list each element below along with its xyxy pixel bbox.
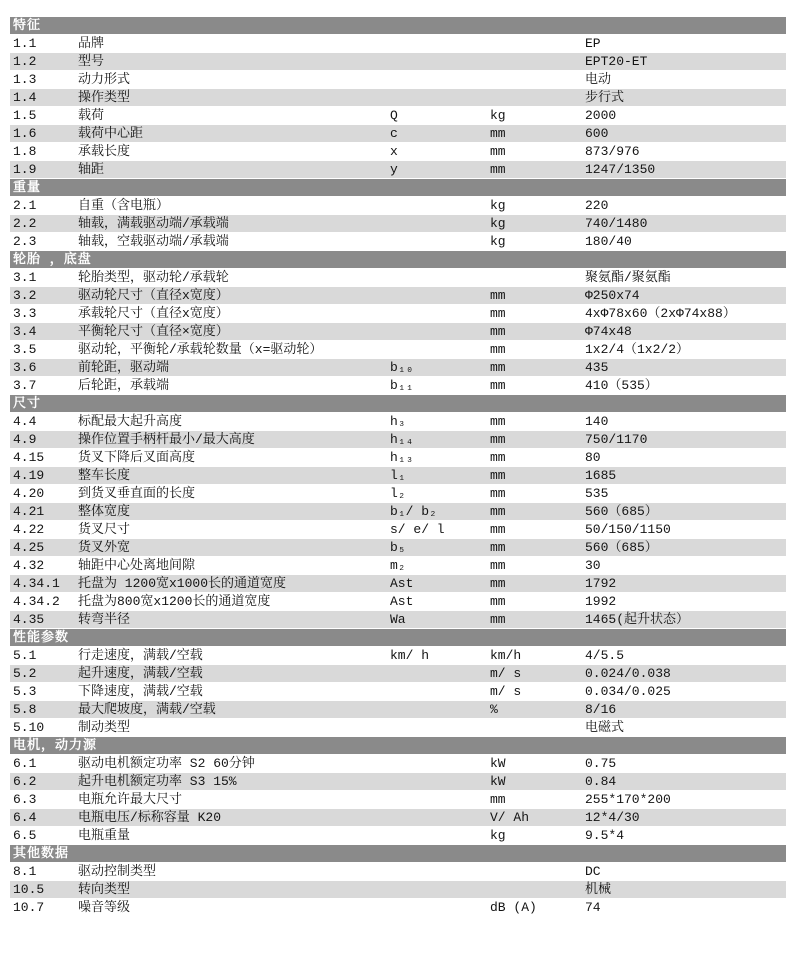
spec-label: 起升速度，满载/空载 (78, 666, 203, 681)
spec-symbol (390, 305, 490, 323)
spec-unit: mm (490, 558, 506, 573)
spec-symbol (390, 809, 490, 826)
row-number: 2.3 (13, 234, 37, 249)
row-number: 3.5 (13, 342, 37, 357)
spec-value: 255*170*200 (585, 792, 671, 807)
table-row (10, 89, 786, 107)
spec-unit (490, 881, 585, 898)
spec-value: 0.84 (585, 774, 617, 789)
spec-value: 50/150/1150 (585, 522, 671, 537)
spec-value: 1992 (585, 594, 617, 609)
spec-symbol (390, 827, 490, 845)
spec-symbol (390, 197, 490, 215)
spec-value: 74 (585, 900, 601, 915)
spec-value: 560（685） (585, 540, 658, 555)
spec-unit: mm (490, 468, 506, 483)
spec-symbol (390, 323, 490, 340)
row-number: 4.25 (13, 540, 45, 555)
spec-symbol (390, 683, 490, 701)
spec-symbol (390, 773, 490, 790)
section-header: 性能参数 (10, 629, 786, 647)
spec-value: 0.75 (585, 756, 617, 771)
spec-symbol (390, 899, 490, 917)
table-row (10, 683, 786, 701)
spec-value: 750/1170 (585, 432, 648, 447)
spec-value: 0.024/0.038 (585, 666, 671, 681)
row-number: 5.1 (13, 648, 37, 663)
spec-value: 410（535） (585, 378, 658, 393)
row-number: 6.3 (13, 792, 37, 807)
row-number: 4.20 (13, 486, 45, 501)
spec-label: 轮胎类型，驱动轮/承载轮 (78, 270, 229, 285)
spec-label: 载荷中心距 (78, 126, 144, 141)
row-number: 4.35 (13, 612, 45, 627)
row-number: 1.8 (13, 144, 37, 159)
spec-symbol (390, 53, 490, 70)
spec-unit: mm (490, 450, 506, 465)
spec-label: 驱动电机额定功率 S2 60分钟 (78, 756, 255, 771)
spec-label: 动力形式 (78, 72, 131, 87)
spec-symbol (390, 719, 490, 737)
table-row (10, 359, 786, 377)
spec-value: 2000 (585, 108, 617, 123)
spec-symbol: Ast (390, 594, 414, 609)
table-row (10, 467, 786, 485)
spec-label: 品牌 (78, 36, 105, 51)
table-row (10, 125, 786, 143)
row-number: 1.6 (13, 126, 37, 141)
row-number: 4.4 (13, 414, 37, 429)
table-row (10, 485, 786, 503)
spec-value: 0.034/0.025 (585, 684, 671, 699)
table-row (10, 881, 786, 899)
spec-value: 电磁式 (585, 720, 625, 735)
spec-symbol: km/ h (390, 648, 430, 663)
spec-unit: mm (490, 486, 506, 501)
spec-label: 驱动轮尺寸（直径x宽度） (78, 288, 229, 303)
table-row (10, 701, 786, 719)
spec-symbol: y (390, 162, 398, 177)
spec-unit (490, 35, 585, 53)
table-row (10, 539, 786, 557)
spec-value: 30 (585, 558, 601, 573)
row-number: 1.9 (13, 162, 37, 177)
table-row (10, 341, 786, 359)
spec-label: 轴载，空载驱动端/承载端 (78, 234, 229, 249)
row-number: 6.5 (13, 828, 37, 843)
spec-symbol: Wa (390, 612, 406, 627)
spec-symbol (390, 881, 490, 898)
spec-symbol: h₃ (390, 414, 406, 429)
table-row (10, 323, 786, 341)
spec-unit: mm (490, 504, 506, 519)
spec-label: 行走速度，满载/空载 (78, 648, 203, 663)
row-number: 5.3 (13, 684, 37, 699)
spec-value: 600 (585, 126, 609, 141)
row-number: 1.5 (13, 108, 37, 123)
row-number: 3.6 (13, 360, 37, 375)
spec-label: 轴距 (78, 162, 105, 177)
spec-value: 9.5*4 (585, 828, 625, 843)
spec-table (10, 17, 786, 917)
table-row (10, 575, 786, 593)
spec-value: 12*4/30 (585, 810, 640, 825)
spec-unit: V/ Ah (490, 810, 530, 825)
spec-value: 电动 (585, 72, 612, 87)
row-number: 5.8 (13, 702, 37, 717)
spec-value: 740/1480 (585, 216, 648, 231)
spec-unit: mm (490, 576, 506, 591)
spec-label: 前轮距，驱动端 (78, 360, 170, 375)
spec-label: 转弯半径 (78, 612, 131, 627)
spec-label: 驱动控制类型 (78, 864, 157, 879)
row-number: 3.3 (13, 306, 37, 321)
spec-value: 1x2/4（1x2/2） (585, 342, 690, 357)
spec-value: 140 (585, 414, 609, 429)
spec-value: 1247/1350 (585, 162, 656, 177)
spec-value: 1685 (585, 468, 617, 483)
spec-symbol: l₁ (390, 468, 406, 483)
spec-label: 托盘为 1200宽x1000长的通道宽度 (78, 576, 287, 591)
row-number: 3.4 (13, 324, 37, 339)
spec-unit: mm (490, 288, 506, 303)
spec-value: DC (585, 864, 601, 879)
spec-label: 平衡轮尺寸（直径×宽度） (78, 324, 229, 339)
spec-value: 4xΦ78x60（2xΦ74x88） (585, 306, 736, 321)
row-number: 1.1 (13, 36, 37, 51)
spec-label: 托盘为800宽x1200长的通道宽度 (78, 594, 271, 609)
spec-unit: km/h (490, 648, 522, 663)
spec-symbol: b₁₀ (390, 360, 414, 375)
spec-label: 噪音等级 (78, 900, 131, 915)
row-number: 5.10 (13, 720, 45, 735)
spec-label: 载荷 (78, 108, 105, 123)
spec-label: 货叉外宽 (78, 540, 131, 555)
spec-symbol: m₂ (390, 558, 406, 573)
spec-symbol (390, 89, 490, 106)
section-header: 其他数据 (10, 845, 786, 863)
table-row (10, 593, 786, 611)
spec-label: 承载轮尺寸（直径x宽度） (78, 306, 229, 321)
table-row (10, 161, 786, 179)
row-number: 1.4 (13, 90, 37, 105)
spec-symbol: b₁/ b₂ (390, 504, 437, 519)
row-number: 2.2 (13, 216, 37, 231)
table-row (10, 557, 786, 575)
spec-unit: mm (490, 342, 506, 357)
spec-unit: mm (490, 306, 506, 321)
spec-symbol (390, 71, 490, 89)
table-row (10, 71, 786, 89)
spec-label: 自重（含电瓶） (78, 198, 170, 213)
row-number: 2.1 (13, 198, 37, 213)
spec-value: Φ250x74 (585, 288, 640, 303)
row-number: 1.3 (13, 72, 37, 87)
spec-symbol: c (390, 126, 398, 141)
spec-symbol (390, 755, 490, 773)
spec-unit: mm (490, 432, 506, 447)
section-header: 特征 (10, 17, 786, 35)
row-number: 4.9 (13, 432, 37, 447)
spec-symbol (390, 665, 490, 682)
row-number: 1.2 (13, 54, 37, 69)
table-row (10, 773, 786, 791)
spec-label: 电瓶电压/标称容量 K20 (78, 810, 222, 825)
spec-label: 制动类型 (78, 720, 131, 735)
spec-symbol: b₁₁ (390, 378, 414, 393)
table-row (10, 413, 786, 431)
spec-symbol: x (390, 144, 398, 159)
section-header: 轮胎 ，底盘 (10, 251, 786, 269)
table-row (10, 431, 786, 449)
row-number: 10.5 (13, 882, 45, 897)
spec-label: 转向类型 (78, 882, 131, 897)
spec-value: 873/976 (585, 144, 640, 159)
spec-symbol (390, 35, 490, 53)
table-row (10, 827, 786, 845)
spec-label: 承载长度 (78, 144, 131, 159)
table-row (10, 35, 786, 53)
spec-unit: kg (490, 108, 506, 123)
table-row (10, 521, 786, 539)
spec-label: 最大爬坡度，满载/空载 (78, 702, 216, 717)
row-number: 4.21 (13, 504, 45, 519)
spec-symbol (390, 287, 490, 304)
spec-symbol: Q (390, 108, 398, 123)
spec-symbol (390, 863, 490, 881)
row-number: 8.1 (13, 864, 37, 879)
spec-unit: dB (A) (490, 900, 537, 915)
spec-unit: mm (490, 522, 506, 537)
spec-value: 机械 (585, 882, 612, 897)
row-number: 4.22 (13, 522, 45, 537)
table-row (10, 809, 786, 827)
spec-label: 整车长度 (78, 468, 131, 483)
spec-label: 操作类型 (78, 90, 131, 105)
spec-unit: mm (490, 324, 506, 339)
row-number: 4.34.1 (13, 576, 60, 591)
spec-value: EPT20-ET (585, 54, 648, 69)
spec-symbol: l₂ (390, 486, 406, 501)
spec-label: 货叉下降后叉面高度 (78, 450, 196, 465)
section-header: 电机，动力源 (10, 737, 786, 755)
spec-unit: kg (490, 216, 506, 231)
spec-value: 435 (585, 360, 609, 375)
spec-unit: kg (490, 234, 506, 249)
spec-symbol (390, 791, 490, 809)
spec-label: 电瓶重量 (78, 828, 131, 843)
table-row (10, 107, 786, 125)
table-row (10, 899, 786, 917)
spec-unit: mm (490, 378, 506, 393)
spec-label: 电瓶允许最大尺寸 (78, 792, 183, 807)
spec-unit: mm (490, 144, 506, 159)
spec-unit: m/ s (490, 666, 522, 681)
spec-symbol: h₁₄ (390, 432, 414, 447)
row-number: 4.15 (13, 450, 45, 465)
spec-value: EP (585, 36, 601, 51)
spec-unit: kg (490, 828, 506, 843)
spec-unit: m/ s (490, 684, 522, 699)
table-row (10, 287, 786, 305)
spec-value: 步行式 (585, 90, 625, 105)
table-row (10, 197, 786, 215)
spec-unit: kW (490, 756, 506, 771)
spec-symbol (390, 215, 490, 232)
section-header: 重量 (10, 179, 786, 197)
spec-label: 到货叉垂直面的长度 (78, 486, 196, 501)
spec-unit: mm (490, 126, 506, 141)
spec-unit: mm (490, 360, 506, 375)
row-number: 6.1 (13, 756, 37, 771)
spec-value: 4/5.5 (585, 648, 625, 663)
spec-symbol (390, 233, 490, 251)
row-number: 4.34.2 (13, 594, 60, 609)
spec-value: 535 (585, 486, 609, 501)
row-number: 3.7 (13, 378, 37, 393)
row-number: 5.2 (13, 666, 37, 681)
spec-label: 轴距中心处离地间隙 (78, 558, 196, 573)
row-number: 6.4 (13, 810, 37, 825)
spec-unit (490, 89, 585, 106)
spec-value: 220 (585, 198, 609, 213)
row-number: 4.19 (13, 468, 45, 483)
table-row (10, 503, 786, 521)
spec-symbol: Ast (390, 576, 414, 591)
row-number: 10.7 (13, 900, 45, 915)
row-number: 4.32 (13, 558, 45, 573)
spec-label: 型号 (78, 54, 105, 69)
spec-unit: mm (490, 162, 506, 177)
spec-unit: kg (490, 198, 506, 213)
spec-unit: mm (490, 792, 506, 807)
spec-symbol (390, 269, 490, 287)
spec-value: 560（685） (585, 504, 658, 519)
spec-label: 货叉尺寸 (78, 522, 131, 537)
spec-label: 整体宽度 (78, 504, 131, 519)
row-number: 6.2 (13, 774, 37, 789)
spec-value: 1792 (585, 576, 617, 591)
spec-value: 聚氨酯/聚氨酯 (585, 270, 671, 285)
spec-unit (490, 863, 585, 881)
spec-symbol: h₁₃ (390, 450, 414, 465)
table-row (10, 791, 786, 809)
table-row (10, 269, 786, 287)
table-row (10, 305, 786, 323)
spec-label: 操作位置手柄杆最小/最大高度 (78, 432, 255, 447)
spec-label: 驱动轮，平衡轮/承载轮数量（x=驱动轮） (78, 342, 323, 357)
spec-unit: mm (490, 414, 506, 429)
spec-value: 80 (585, 450, 601, 465)
table-row (10, 719, 786, 737)
spec-label: 下降速度，满载/空载 (78, 684, 203, 699)
spec-value: Φ74x48 (585, 324, 632, 339)
spec-value: 180/40 (585, 234, 632, 249)
spec-label: 后轮距，承载端 (78, 378, 170, 393)
spec-unit: mm (490, 540, 506, 555)
spec-unit: % (490, 702, 498, 717)
table-row (10, 143, 786, 161)
table-row (10, 233, 786, 251)
row-number: 3.1 (13, 270, 37, 285)
table-row (10, 755, 786, 773)
spec-value: 8/16 (585, 702, 617, 717)
table-row (10, 53, 786, 71)
spec-symbol (390, 701, 490, 718)
spec-label: 轴载，满载驱动端/承载端 (78, 216, 229, 231)
section-header: 尺寸 (10, 395, 786, 413)
spec-unit: kW (490, 774, 506, 789)
table-row (10, 215, 786, 233)
spec-unit (490, 269, 585, 287)
table-row (10, 611, 786, 629)
table-row (10, 449, 786, 467)
spec-symbol (390, 341, 490, 359)
spec-symbol: s/ e/ l (390, 522, 445, 537)
spec-symbol: b₅ (390, 540, 406, 555)
spec-unit: mm (490, 612, 506, 627)
table-row (10, 863, 786, 881)
spec-unit (490, 53, 585, 70)
table-row (10, 665, 786, 683)
spec-label: 标配最大起升高度 (78, 414, 183, 429)
spec-label: 起升电机额定功率 S3 15% (78, 774, 237, 789)
spec-unit (490, 71, 585, 89)
table-row (10, 377, 786, 395)
row-number: 3.2 (13, 288, 37, 303)
table-row (10, 647, 786, 665)
spec-unit: mm (490, 594, 506, 609)
spec-value: 1465(起升状态） (585, 612, 690, 627)
spec-unit (490, 719, 585, 737)
